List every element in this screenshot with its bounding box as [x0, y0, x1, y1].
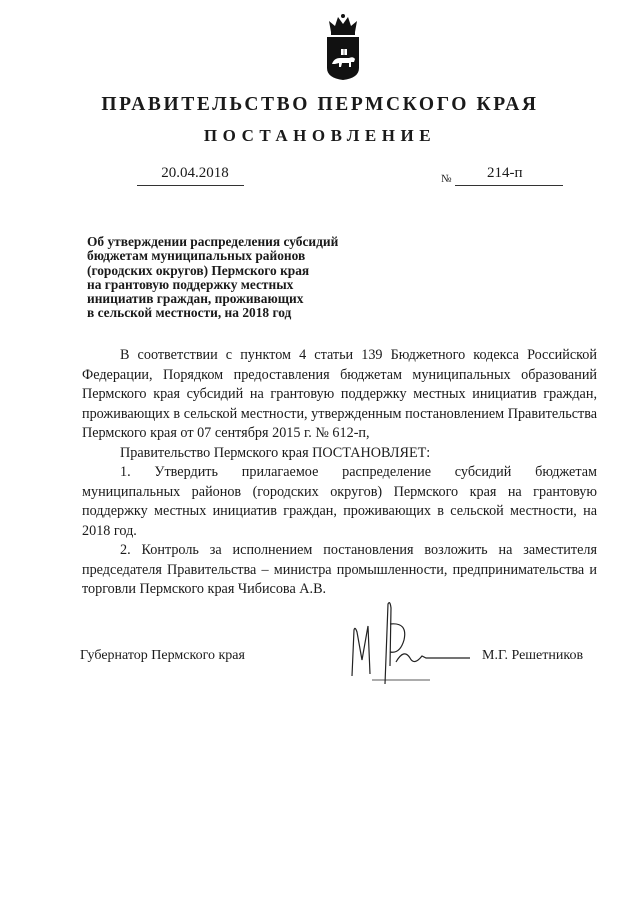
resolves-paragraph: Правительство Пермского края ПОСТАНОВЛЯЕТ:	[120, 444, 431, 461]
decree-number: 214-п	[487, 165, 523, 181]
signature-block	[80, 648, 600, 678]
subject-line: на грантовую поддержку местных	[87, 276, 294, 292]
subject-line: Об утверждении распределения субсидий	[87, 234, 339, 249]
government-title: ПРАВИТЕЛЬСТВО ПЕРМСКОГО КРАЯ	[101, 94, 539, 115]
decree-subject	[87, 235, 377, 321]
preamble-paragraph: В соответствии с пунктом 4 статьи 139 Бюджетного кодекса Российской Федерации, Порядком предоставления бюджетам муниципальных образований Пермского края субсидий на грантовую поддержку местных инициатив граждан, проживающих в сельской местности, утвержденным постановлением Правительства Пермского края от 07 сентября 2015 г. № 612-п,	[82, 347, 597, 441]
clause-1-paragraph: 1. Утвердить прилагаемое распределение субсидий бюджетам муниципальных районов (городских округов) Пермского края на грантовую поддержку местных инициатив граждан, проживающих в сельской местности, на 2018 год.	[82, 464, 597, 539]
signatory-name: М.Г. Решетников	[482, 648, 584, 663]
document-type-title: ПОСТАНОВЛЕНИЕ	[203, 126, 437, 145]
number-underline	[455, 185, 563, 186]
perm-krai-coat-of-arms-icon	[322, 12, 364, 82]
decree-body	[82, 346, 597, 600]
subject-line: бюджетам муниципальных районов	[87, 248, 306, 264]
clause-2-paragraph: 2. Контроль за исполнением постановления возложить на заместителя председателя Правительства – министра промышленности, предпринимательства и торговли Пермского края Чибисова А.В.	[82, 542, 597, 597]
decree-date: 20.04.2018	[161, 165, 229, 181]
subject-line: в сельской местности, на 2018 год	[87, 305, 292, 321]
signatory-position: Губернатор Пермского края	[80, 648, 245, 663]
subject-line: инициатив граждан, проживающих	[87, 291, 304, 307]
number-sign: №	[441, 173, 452, 185]
date-underline	[137, 185, 244, 186]
subject-line: (городских округов) Пермского края	[87, 262, 310, 278]
